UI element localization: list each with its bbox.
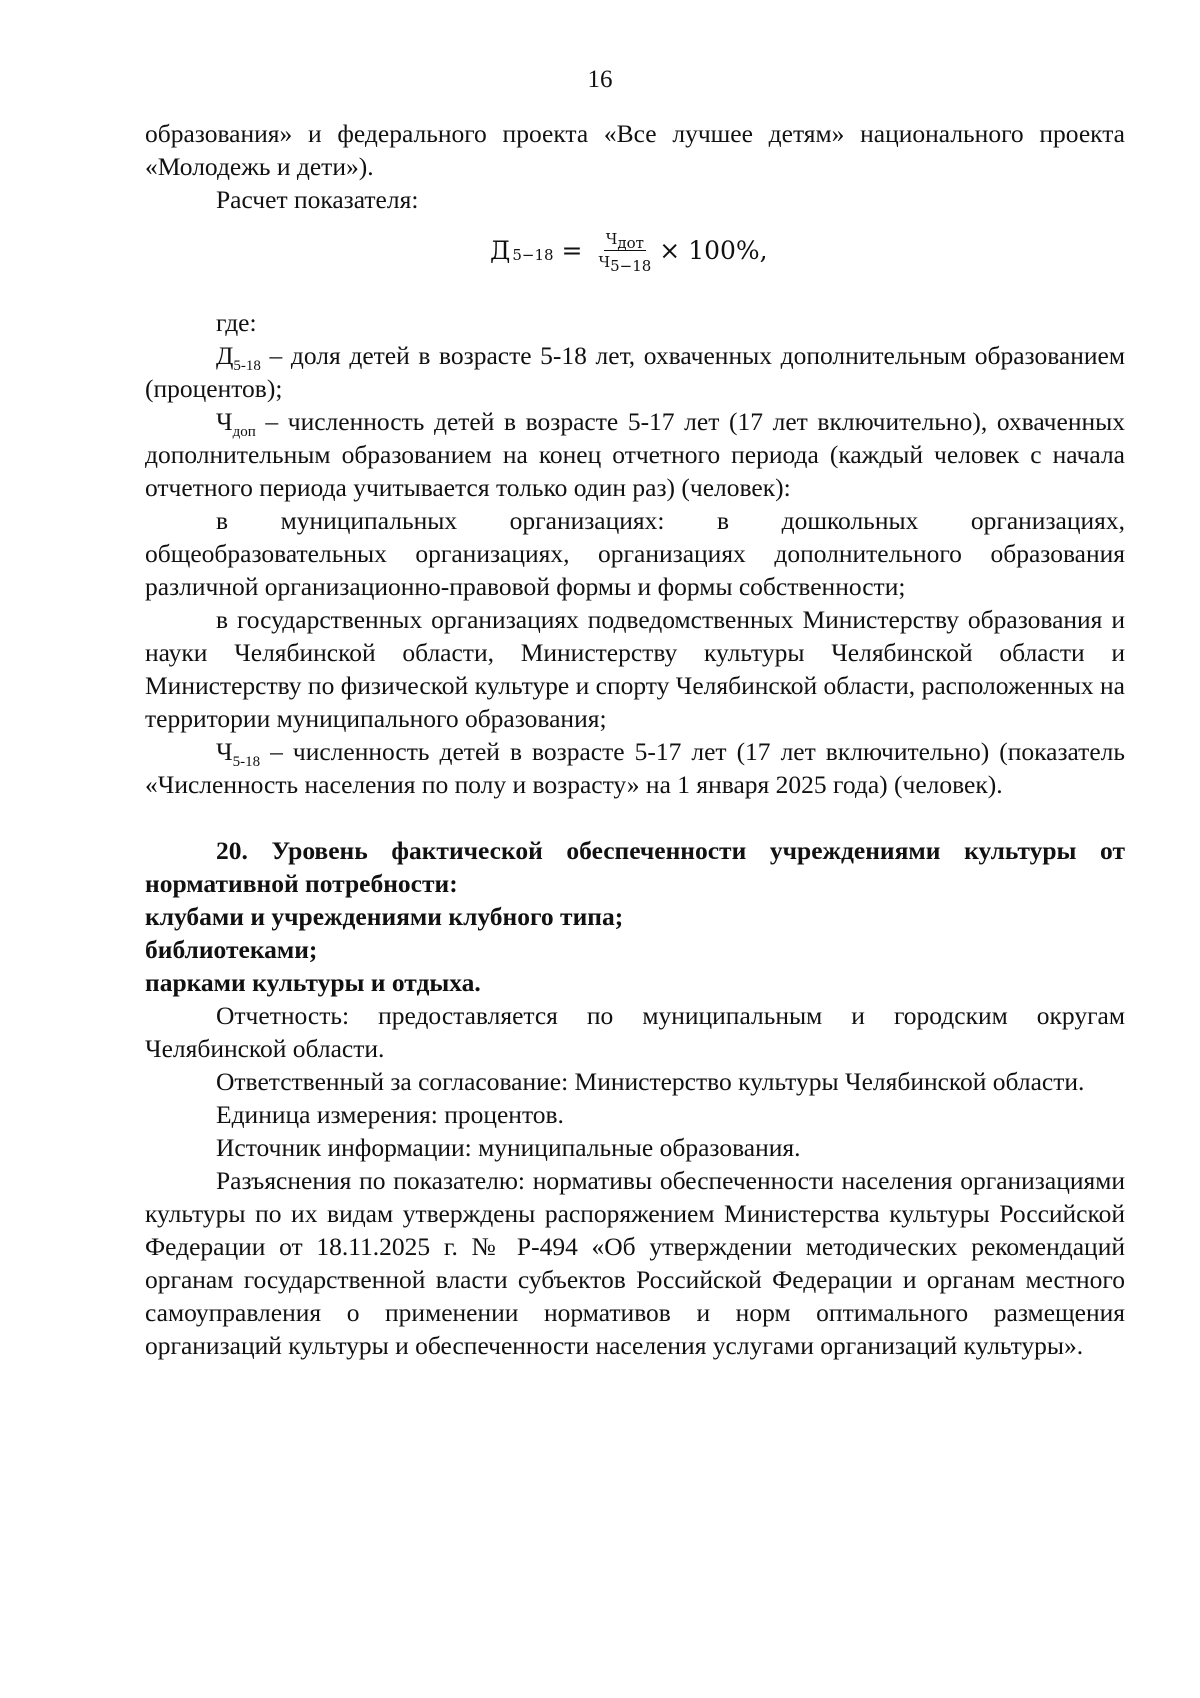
section-20-item: библиотеками; [145, 935, 318, 964]
formula-fraction [598, 230, 652, 275]
formula-eq: = [561, 236, 583, 265]
responsible-paragraph: Ответственный за согласование: Министерство культуры Челябинской области. [216, 1067, 1085, 1096]
formula-num: Ч [605, 230, 618, 248]
section-20-item: парками культуры и отдыха. [145, 968, 481, 997]
where-label: где: [216, 308, 257, 337]
document-body [145, 117, 1125, 1362]
formula [145, 230, 1125, 294]
formula-lhs: Д [490, 236, 511, 265]
page-number: 16 [587, 66, 613, 93]
source-paragraph: Источник информации: муниципальные образования. [216, 1133, 801, 1162]
unit-paragraph: Единица измерения: процентов. [216, 1100, 564, 1129]
section-20-title: 20. Уровень фактической обеспеченности учреждениями культуры от нормативной потребности: [145, 836, 1125, 898]
definition-ch518: $Ч_{5-18}$ – численность детей в возрасте 5-17 лет (17 лет включительно) (показатель «Численность населения по полу и возрасту» на 1 января 2025 года) (человек). [145, 737, 1125, 799]
definition-d518: $Д_{5-18}$ – доля детей в возрасте 5-18 лет, охваченных дополнительным образованием (процентов); [145, 341, 1125, 403]
section-20-item: клубами и учреждениями клубного типа; [145, 902, 624, 931]
definition-item-state: в государственных организациях подведомственных Министерству образования и науки Челябинской области, Министерству культуры Челябинской области и Министерству по физической культуре и спорту Челябинской области, расположенных на территории муниципального образования; [145, 605, 1125, 733]
formula-den: Ч [598, 253, 611, 271]
intro-paragraph: образования» и федерального проекта «Все лучшее детям» национального проекта «Молодежь и дети»). [145, 119, 1125, 181]
definition-chdop: $Ч_{доп}$ – численность детей в возрасте 5-17 лет (17 лет включительно), охваченных дополнительным образованием на конец отчетного периода (каждый человек с начала отчетного периода учитывается только один раз) (человек): [145, 407, 1125, 502]
formula-num-sub: дот [617, 234, 644, 252]
explanation-paragraph: Разъяснения по показателю: нормативы обеспеченности населения организациями культуры по их видам утверждены распоряжением Министерства культуры Российской Федерации от 18.11.2025 г. № Р-494 «Об утверждении методических рекомендаций органам государственной власти субъектов Российской Федерации и органам местного самоуправления о применении нормативов и норм оптимального размещения организаций культуры и обеспеченности населения услугами организаций культуры». [145, 1166, 1125, 1360]
formula-tail: × 100%, [659, 236, 768, 265]
formula-den-sub: 5−18 [610, 257, 652, 275]
formula-lhs-sub: 5−18 [512, 246, 554, 264]
definition-item-municipal: в муниципальных организациях: в дошкольных организациях, общеобразовательных организациях, организациях дополнительного образования различной организационно-правовой формы и формы собственности; [145, 506, 1125, 601]
reporting-paragraph: Отчетность: предоставляется по муниципальным и городским округам Челябинской области. [145, 1001, 1125, 1063]
calc-label: Расчет показателя: [216, 185, 419, 214]
